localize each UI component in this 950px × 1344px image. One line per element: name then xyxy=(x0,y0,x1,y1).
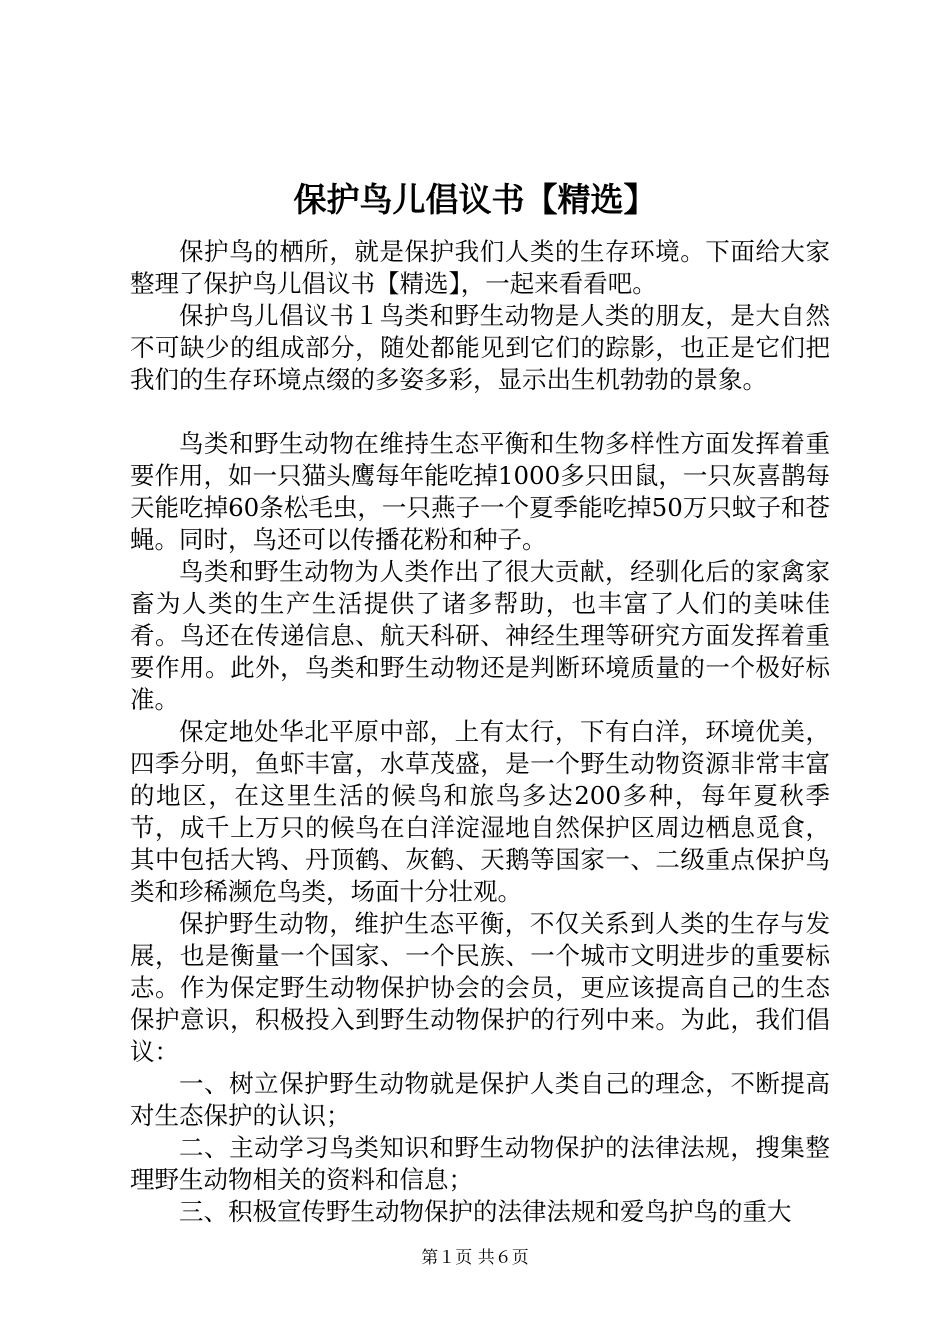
paragraph-1: 保护鸟儿倡议书１鸟类和野生动物是人类的朋友，是大自然不可缺少的组成部分，随处都能见到它们的踪影，也正是它们把我们的生存环境点缀的多姿多彩，显示出生机勃勃的景象。 xyxy=(130,301,830,394)
proposal-item-2: 二、主动学习鸟类知识和野生动物保护的法律法规，搜集整理野生动物相关的资料和信息； xyxy=(130,1133,830,1194)
proposal-item-1: 一、树立保护野生动物就是保护人类自己的理念，不断提高对生态保护的认识； xyxy=(130,1069,830,1130)
document-body xyxy=(130,236,830,1228)
paragraph-2: 鸟类和野生动物在维持生态平衡和生物多样性方面发挥着重要作用，如一只猫头鹰每年能吃掉1000多只田鼠，一只灰喜鹊每天能吃掉60条松毛虫，一只燕子一个夏季能吃掉50万只蚊子和苍蝇。同时，鸟还可以传播花粉和种子。 xyxy=(130,429,830,554)
proposal-item-3: 三、积极宣传野生动物保护的法律法规和爱鸟护鸟的重大 xyxy=(179,1197,792,1226)
paragraph-4: 保定地处华北平原中部，上有太行，下有白洋，环境优美，四季分明，鱼虾丰富，水草茂盛，是一个野生动物资源非常丰富的地区，在这里生活的候鸟和旅鸟多达200多种，每年夏秋季节，成千上万只的候鸟在白洋淀湿地自然保护区周边栖息觅食，其中包括大鸨、丹顶鹤、灰鹤、天鹅等国家一、二级重点保护鸟类和珍稀濒危鸟类，场面十分壮观。 xyxy=(130,717,830,906)
document-title: 保护鸟儿倡议书【精选】 xyxy=(293,180,657,219)
paragraph-3: 鸟类和野生动物为人类作出了很大贡献，经驯化后的家禽家畜为人类的生产生活提供了诸多帮助，也丰富了人们的美味佳肴。鸟还在传递信息、航天科研、神经生理等研究方面发挥着重要作用。此外，鸟类和野生动物还是判断环境质量的一个极好标准。 xyxy=(130,557,830,714)
paragraph-intro: 保护鸟的栖所，就是保护我们人类的生存环境。下面给大家整理了保护鸟儿倡议书【精选】，一起来看看吧。 xyxy=(130,237,830,298)
paragraph-5: 保护野生动物，维护生态平衡，不仅关系到人类的生存与发展，也是衡量一个国家、一个民族、一个城市文明进步的重要标志。作为保定野生动物保护协会的会员，更应该提高自己的生态保护意识，积极投入到野生动物保护的行列中来。为此，我们倡议： xyxy=(130,909,830,1066)
paragraph-gap xyxy=(130,396,830,428)
page-number: 第１页 共６页 xyxy=(421,1248,529,1268)
